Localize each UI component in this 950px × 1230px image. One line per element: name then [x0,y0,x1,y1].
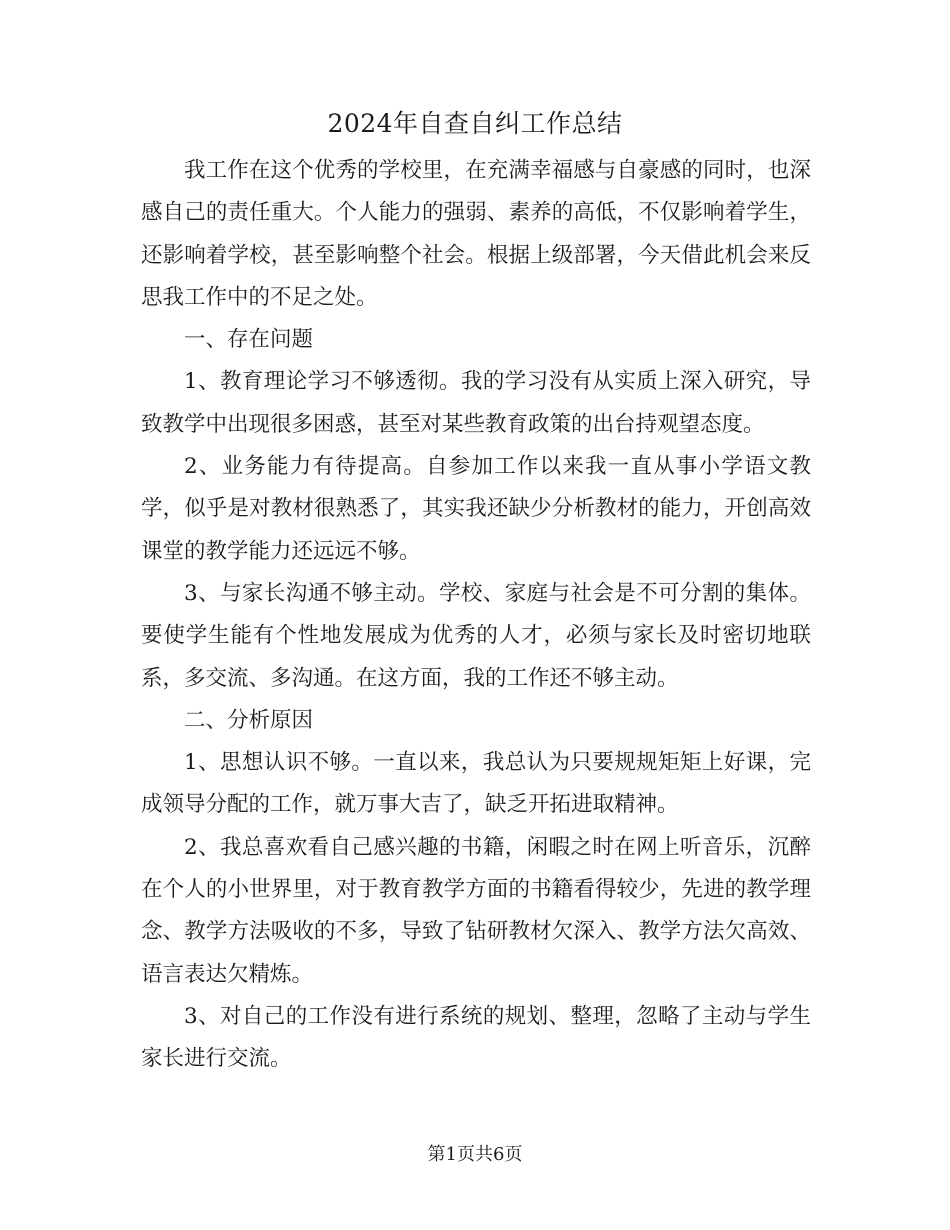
paragraph-problem-1: 1、教育理论学习不够透彻。我的学习没有从实质上深入研究，导致教学中出现很多困惑，甚至对某些教育政策的出台持观望态度。 [141,369,811,437]
page-number-footer: 第1页共6页 [427,1144,523,1165]
paragraph-problem-3: 3、与家长沟通不够主动。学校、家庭与社会是不可分割的集体。要使学生能有个性地发展成为优秀的人才，必须与家长及时密切地联系，多交流、多沟通。在这方面，我的工作还不够主动。 [141,580,811,691]
paragraph-cause-1: 1、思想认识不够。一直以来，我总认为只要规规矩矩上好课，完成领导分配的工作，就万事大吉了，缺乏开拓进取精神。 [141,750,811,818]
page-title: 2024年自查自纠工作总结 [327,109,623,138]
paragraph-problem-2: 2、业务能力有待提高。自参加工作以来我一直从事小学语文教学，似乎是对教材很熟悉了，其实我还缺少分析教材的能力，开创高效课堂的教学能力还远远不够。 [141,454,811,564]
paragraph-cause-2: 2、我总喜欢看自己感兴趣的书籍，闲暇之时在网上听音乐，沉醉在个人的小世界里，对于教育教学方面的书籍看得较少，先进的教学理念、教学方法吸收的不多，导致了钻研教材欠深入、教学方法欠高效、语言表达欠精炼。 [141,834,811,987]
section-heading-causes: 二、分析原因 [184,707,314,733]
paragraph-intro: 我工作在这个优秀的学校里，在充满幸福感与自豪感的同时，也深感自己的责任重大。个人能力的强弱、素养的高低，不仅影响着学生，还影响着学校，甚至影响整个社会。根据上级部署，今天借此机会来反思我工作中的不足之处。 [141,158,811,310]
document-body [141,150,811,1081]
paragraph-cause-3: 3、对自己的工作没有进行系统的规划、整理，忽略了主动与学生家长进行交流。 [141,1003,811,1072]
section-heading-problems: 一、存在问题 [184,327,314,353]
